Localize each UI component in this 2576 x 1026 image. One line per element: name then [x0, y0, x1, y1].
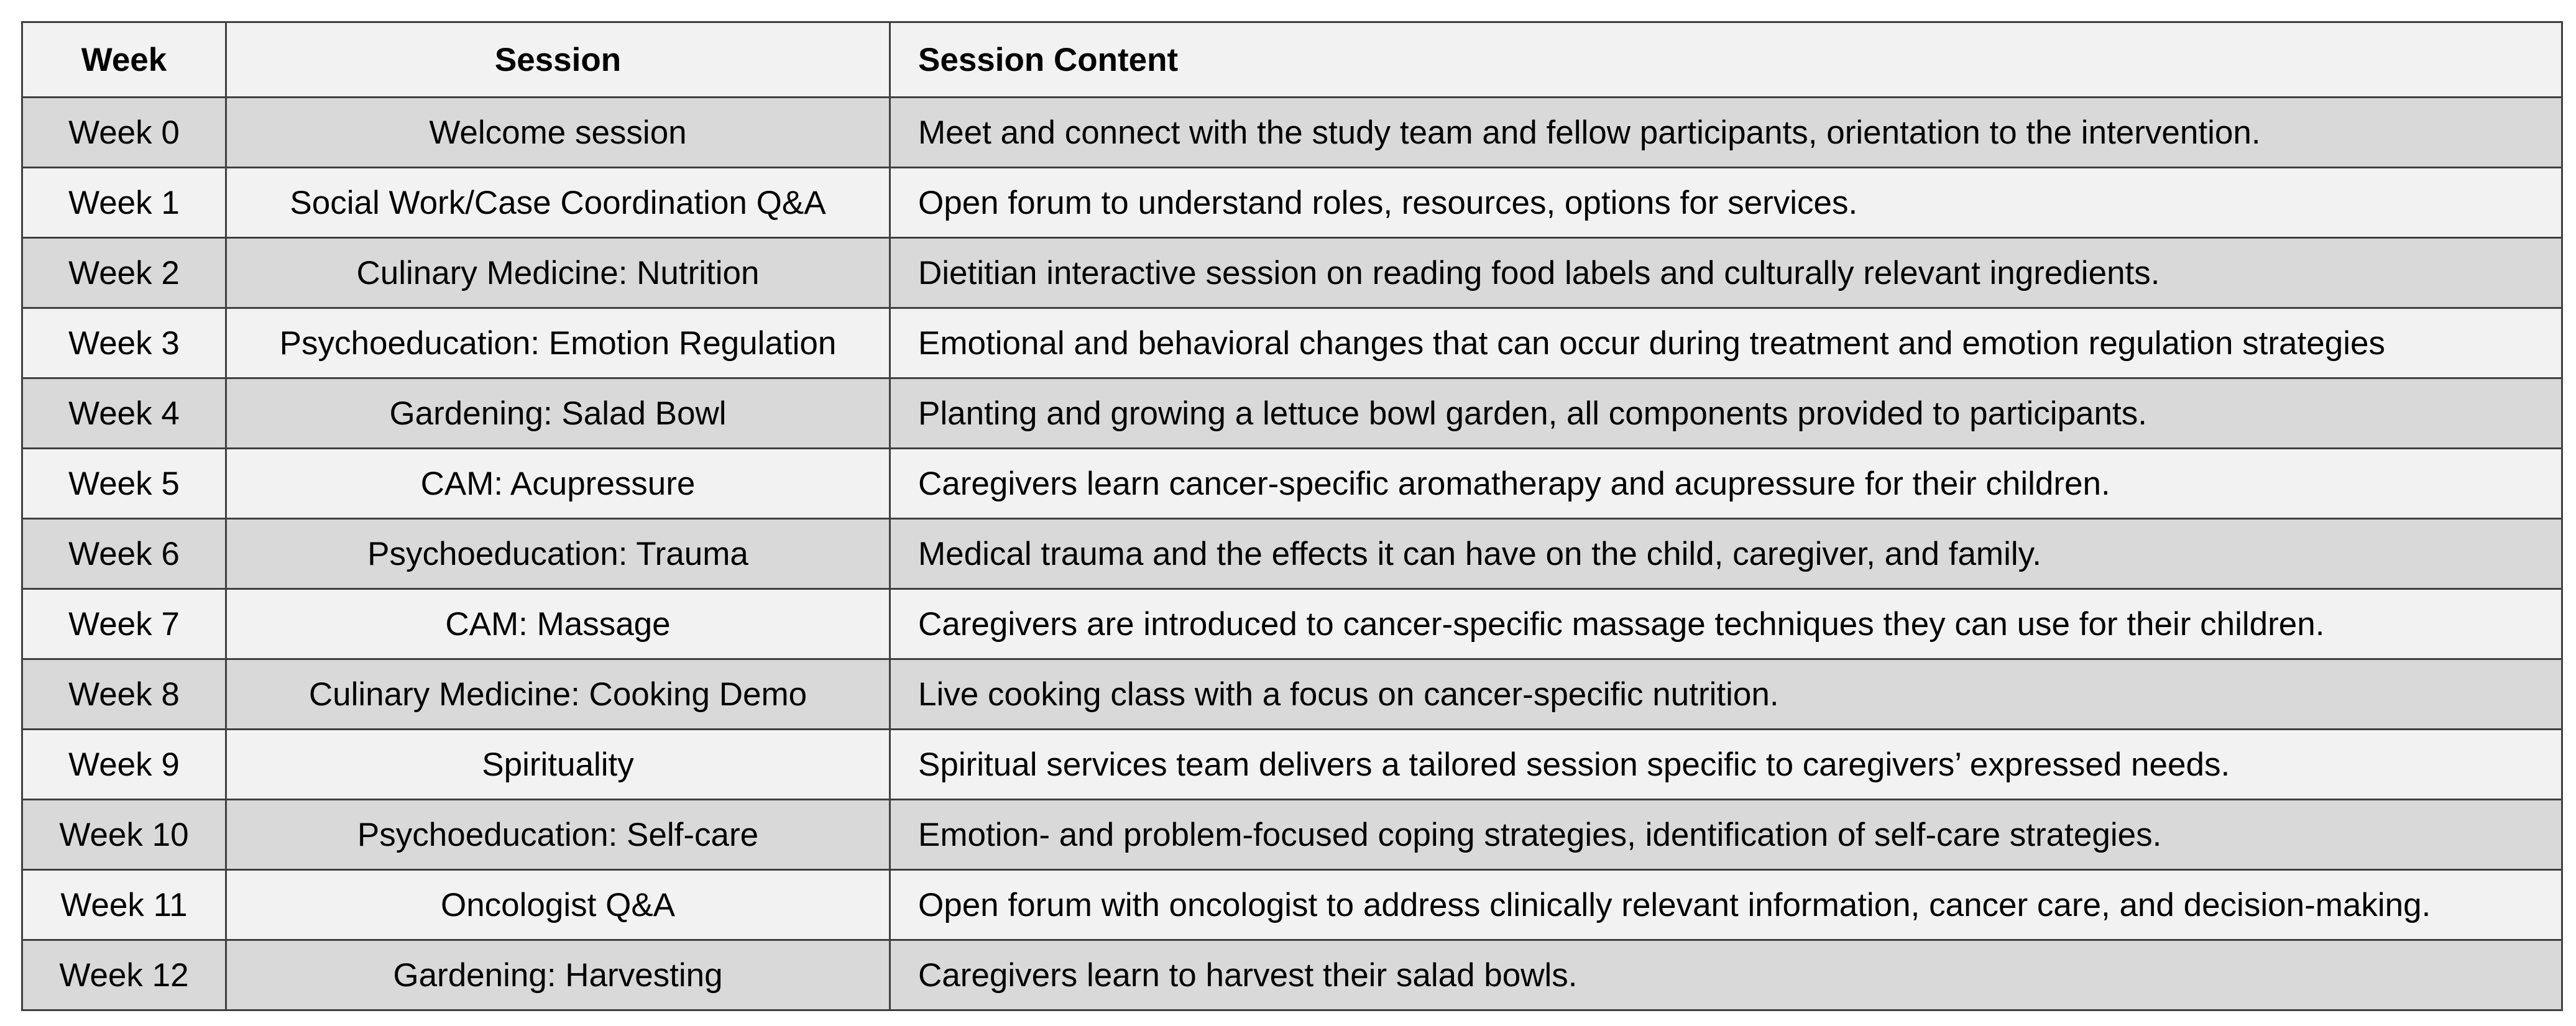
table-row	[22, 800, 2562, 870]
session-cell: CAM: Massage	[226, 589, 890, 659]
session-cell: Gardening: Harvesting	[226, 940, 890, 1010]
table-row	[22, 98, 2562, 168]
session-cell: Welcome session	[226, 98, 890, 168]
session-schedule-table	[21, 21, 2563, 1011]
session-cell: Psychoeducation: Emotion Regulation	[226, 308, 890, 378]
table-row	[22, 168, 2562, 238]
session-cell: Spirituality	[226, 730, 890, 800]
session-cell: Oncologist Q&A	[226, 870, 890, 940]
header-session: Session	[226, 22, 890, 98]
week-cell: Week 10	[22, 800, 226, 870]
session-content-cell: Open forum with oncologist to address clinically relevant information, cancer care, and decision-making.	[890, 870, 2562, 940]
week-cell: Week 11	[22, 870, 226, 940]
table-row	[22, 378, 2562, 449]
session-cell: Psychoeducation: Trauma	[226, 519, 890, 589]
table-row	[22, 870, 2562, 940]
session-cell: Culinary Medicine: Nutrition	[226, 238, 890, 308]
week-cell: Week 9	[22, 730, 226, 800]
session-schedule-table-container	[21, 21, 2561, 1011]
table-row	[22, 659, 2562, 730]
week-cell: Week 8	[22, 659, 226, 730]
table-row	[22, 308, 2562, 378]
week-cell: Week 4	[22, 378, 226, 449]
session-content-cell: Dietitian interactive session on reading food labels and culturally relevant ingredients.	[890, 238, 2562, 308]
header-week: Week	[22, 22, 226, 98]
table-row	[22, 449, 2562, 519]
session-content-cell: Spiritual services team delivers a tailored session specific to caregivers’ expressed needs.	[890, 730, 2562, 800]
week-cell: Week 2	[22, 238, 226, 308]
table-header	[22, 22, 2562, 98]
table-row	[22, 519, 2562, 589]
session-cell: Culinary Medicine: Cooking Demo	[226, 659, 890, 730]
week-cell: Week 7	[22, 589, 226, 659]
session-content-cell: Caregivers are introduced to cancer-specific massage techniques they can use for their children.	[890, 589, 2562, 659]
week-cell: Week 12	[22, 940, 226, 1010]
week-cell: Week 3	[22, 308, 226, 378]
session-cell: Social Work/Case Coordination Q&A	[226, 168, 890, 238]
session-content-cell: Planting and growing a lettuce bowl garden, all components provided to participants.	[890, 378, 2562, 449]
header-row	[22, 22, 2562, 98]
table-row	[22, 238, 2562, 308]
week-cell: Week 6	[22, 519, 226, 589]
table-row	[22, 940, 2562, 1010]
session-content-cell: Emotion- and problem-focused coping strategies, identification of self-care strategies.	[890, 800, 2562, 870]
session-content-cell: Caregivers learn cancer-specific aromatherapy and acupressure for their children.	[890, 449, 2562, 519]
session-content-cell: Medical trauma and the effects it can have on the child, caregiver, and family.	[890, 519, 2562, 589]
session-content-cell: Emotional and behavioral changes that can occur during treatment and emotion regulation strategies	[890, 308, 2562, 378]
week-cell: Week 0	[22, 98, 226, 168]
session-content-cell: Open forum to understand roles, resources, options for services.	[890, 168, 2562, 238]
session-cell: CAM: Acupressure	[226, 449, 890, 519]
session-cell: Gardening: Salad Bowl	[226, 378, 890, 449]
week-cell: Week 1	[22, 168, 226, 238]
table-row	[22, 589, 2562, 659]
header-session-content: Session Content	[890, 22, 2562, 98]
table-row	[22, 730, 2562, 800]
table-body	[22, 98, 2562, 1010]
session-content-cell: Meet and connect with the study team and fellow participants, orientation to the intervention.	[890, 98, 2562, 168]
session-content-cell: Caregivers learn to harvest their salad bowls.	[890, 940, 2562, 1010]
session-content-cell: Live cooking class with a focus on cancer-specific nutrition.	[890, 659, 2562, 730]
week-cell: Week 5	[22, 449, 226, 519]
session-cell: Psychoeducation: Self-care	[226, 800, 890, 870]
